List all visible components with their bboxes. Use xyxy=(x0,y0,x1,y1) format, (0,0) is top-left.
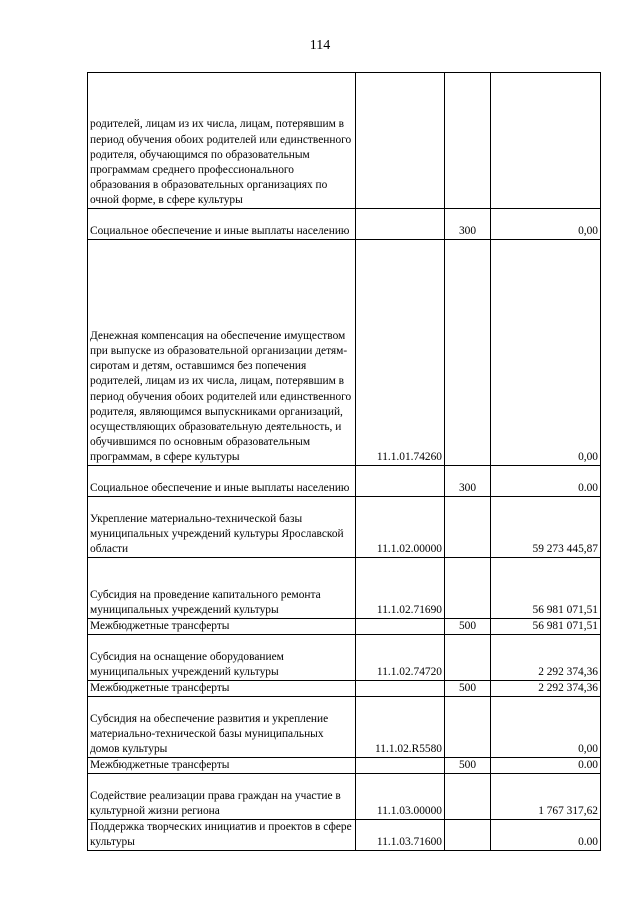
row-amount: 2 292 374,36 xyxy=(491,681,601,697)
row-code: 11.1.02.71690 xyxy=(356,558,445,619)
row-type xyxy=(445,497,491,558)
row-name: родителей, лицам из их числа, лицам, потерявшим в период обучения обоих родителей или единственного родителя, обучающимся по образовательным программам среднего профессионального образования в образовательных организациях по очной форме, в сфере культуры xyxy=(88,73,356,209)
budget-table xyxy=(87,72,601,851)
table-row xyxy=(88,774,601,820)
table-row xyxy=(88,209,601,240)
row-amount: 0.00 xyxy=(491,820,601,851)
row-code xyxy=(356,681,445,697)
row-code: 11.1.01.74260 xyxy=(356,240,445,466)
table-row xyxy=(88,558,601,619)
row-amount: 0,00 xyxy=(491,697,601,758)
row-code xyxy=(356,619,445,635)
table-row xyxy=(88,697,601,758)
row-type xyxy=(445,697,491,758)
table-row xyxy=(88,635,601,681)
row-code: 11.1.03.71600 xyxy=(356,820,445,851)
row-code xyxy=(356,466,445,497)
table-row xyxy=(88,619,601,635)
page-number: 114 xyxy=(309,38,331,53)
row-type xyxy=(445,240,491,466)
row-amount: 59 273 445,87 xyxy=(491,497,601,558)
row-type xyxy=(445,820,491,851)
row-amount: 0.00 xyxy=(491,466,601,497)
row-name: Субсидия на обеспечение развития и укрепление материально-технической базы муниципальных домов культуры xyxy=(88,697,356,758)
row-type: 300 xyxy=(445,209,491,240)
row-type xyxy=(445,774,491,820)
row-name: Межбюджетные трансферты xyxy=(88,758,356,774)
row-code xyxy=(356,209,445,240)
row-name: Укрепление материально-технической базы муниципальных учреждений культуры Ярославской области xyxy=(88,497,356,558)
row-name: Социальное обеспечение и иные выплаты населению xyxy=(88,209,356,240)
row-amount xyxy=(491,73,601,209)
table-row xyxy=(88,466,601,497)
row-amount: 56 981 071,51 xyxy=(491,619,601,635)
row-code: 11.1.02.R5580 xyxy=(356,697,445,758)
row-code xyxy=(356,758,445,774)
row-code: 11.1.02.74720 xyxy=(356,635,445,681)
table-row xyxy=(88,681,601,697)
row-type xyxy=(445,635,491,681)
row-amount: 1 767 317,62 xyxy=(491,774,601,820)
row-code: 11.1.02.00000 xyxy=(356,497,445,558)
table-row xyxy=(88,240,601,466)
row-type: 500 xyxy=(445,758,491,774)
row-amount: 0,00 xyxy=(491,240,601,466)
row-amount: 56 981 071,51 xyxy=(491,558,601,619)
row-code: 11.1.03.00000 xyxy=(356,774,445,820)
row-name: Содействие реализации права граждан на участие в культурной жизни региона xyxy=(88,774,356,820)
table-row xyxy=(88,758,601,774)
row-type xyxy=(445,73,491,209)
row-name: Социальное обеспечение и иные выплаты населению xyxy=(88,466,356,497)
row-amount: 0,00 xyxy=(491,209,601,240)
row-name: Денежная компенсация на обеспечение имуществом при выпуске из образовательной организации детям-сиротам и детям, оставшимся без попечения родителей, лицам из их числа, лицам, потерявшим в период обучения обоих родителей или единственного родителя, являющимся выпускниками организаций, осуществляющих образовательную деятельность, и обучившимся по основным образовательным программам, в сфере культуры xyxy=(88,240,356,466)
row-code xyxy=(356,73,445,209)
table-row xyxy=(88,73,601,209)
row-name: Поддержка творческих инициатив и проектов в сфере культуры xyxy=(88,820,356,851)
row-amount: 0.00 xyxy=(491,758,601,774)
row-type: 500 xyxy=(445,681,491,697)
table-row xyxy=(88,497,601,558)
row-name: Межбюджетные трансферты xyxy=(88,619,356,635)
table-row xyxy=(88,820,601,851)
row-amount: 2 292 374,36 xyxy=(491,635,601,681)
row-type: 500 xyxy=(445,619,491,635)
row-name: Межбюджетные трансферты xyxy=(88,681,356,697)
row-type xyxy=(445,558,491,619)
row-name: Субсидия на проведение капитального ремонта муниципальных учреждений культуры xyxy=(88,558,356,619)
row-type: 300 xyxy=(445,466,491,497)
row-name: Субсидия на оснащение оборудованием муниципальных учреждений культуры xyxy=(88,635,356,681)
